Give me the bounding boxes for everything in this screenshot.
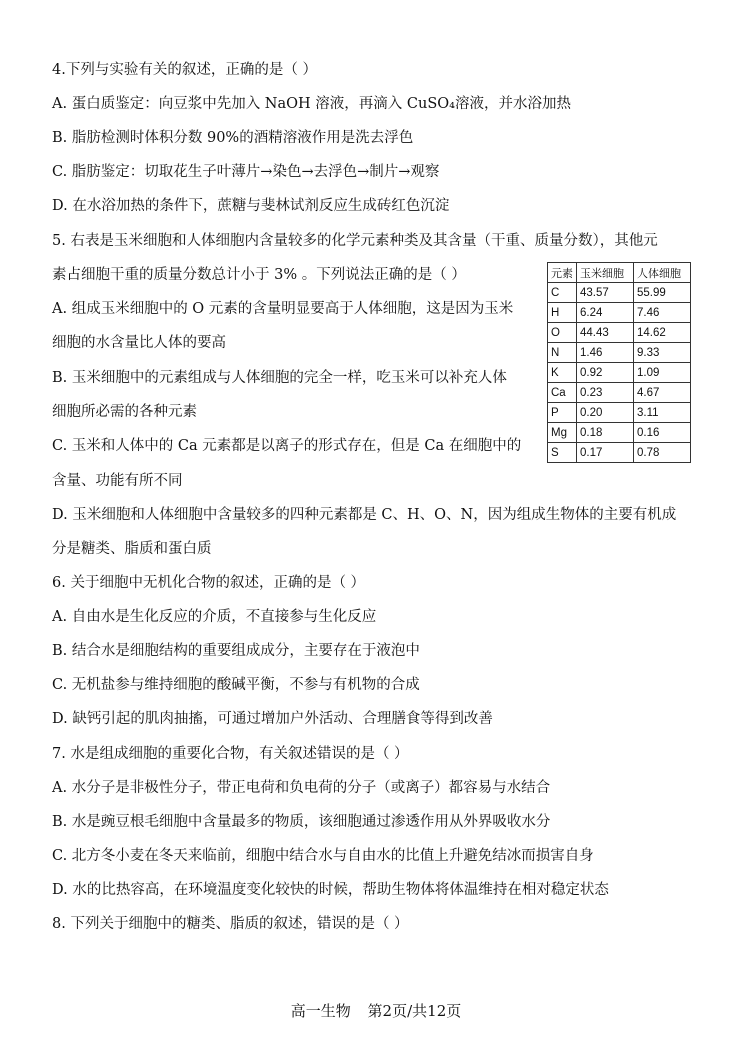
table-cell: K: [548, 363, 577, 383]
text-line-q4c: C. 脂肪鉴定：切取花生子叶薄片→染色→去浮色→制片→观察: [52, 164, 440, 180]
table-cell: S: [548, 443, 577, 463]
text-line-q7a: A. 水分子是非极性分子，带正电荷和负电荷的分子（或离子）都容易与水结合: [52, 780, 551, 796]
text-line-q5: 5. 右表是玉米细胞和人体细胞内含量较多的化学元素种类及其含量（干重、质量分数），其他元: [52, 233, 658, 249]
text-line-q5a1: A. 组成玉米细胞中的 O 元素的含量明显要高于人体细胞，这是因为玉米: [52, 301, 514, 317]
table-cell: 0.78: [634, 443, 691, 463]
text-line-q4b: B. 脂肪检测时体积分数 90%的酒精溶液作用是洗去浮色: [52, 130, 414, 146]
text-line-q6d: D. 缺钙引起的肌肉抽搐，可通过增加户外活动、合理膳食等得到改善: [52, 711, 493, 727]
table-cell: P: [548, 403, 577, 423]
table-header-human: 人体细胞: [634, 263, 691, 283]
table-cell: 0.23: [577, 383, 634, 403]
text-line-q5d1: D. 玉米细胞和人体细胞中含量较多的四种元素都是 C、H、O、N，因为组成生物体的主要有机成: [52, 507, 677, 523]
table-cell: N: [548, 343, 577, 363]
table-cell: Ca: [548, 383, 577, 403]
text-line-q6b: B. 结合水是细胞结构的重要组成成分，主要存在于液泡中: [52, 643, 420, 659]
table-row: [548, 363, 691, 383]
table-header-row: [548, 263, 691, 283]
table-row: [548, 443, 691, 463]
table-cell: 0.16: [634, 423, 691, 443]
table-header-corn: 玉米细胞: [577, 263, 634, 283]
text-line-q7c: C. 北方冬小麦在冬天来临前，细胞中结合水与自由水的比值上升避免结冰而损害自身: [52, 848, 594, 864]
table-row: [548, 403, 691, 423]
table-cell: 1.46: [577, 343, 634, 363]
text-line-q5c2: 含量、功能有所不同: [52, 473, 183, 489]
table-cell: 3.11: [634, 403, 691, 423]
table-cell: H: [548, 303, 577, 323]
table-cell: 0.17: [577, 443, 634, 463]
table-cell: 0.18: [577, 423, 634, 443]
text-line-q8: 8. 下列关于细胞中的糖类、脂质的叙述，错误的是（ ）: [52, 916, 409, 932]
text-line-q6: 6. 关于细胞中无机化合物的叙述，正确的是（ ）: [52, 575, 366, 591]
table-cell: 55.99: [634, 283, 691, 303]
table-row: [548, 383, 691, 403]
table-cell: 6.24: [577, 303, 634, 323]
text-line-q5b2: 细胞所必需的各种元素: [52, 404, 197, 420]
text-line-q5d2: 分是糖类、脂质和蛋白质: [52, 541, 212, 557]
table-cell: 9.33: [634, 343, 691, 363]
text-line-q6a: A. 自由水是生化反应的介质，不直接参与生化反应: [52, 609, 377, 625]
text-line-q5a2: 细胞的水含量比人体的要高: [52, 335, 226, 351]
table-row: [548, 323, 691, 343]
text-line-q4: 4.下列与实验有关的叙述，正确的是（ ）: [52, 62, 317, 78]
table-row: [548, 303, 691, 323]
text-line-q7: 7. 水是组成细胞的重要化合物，有关叙述错误的是（ ）: [52, 746, 409, 762]
table-cell: 0.92: [577, 363, 634, 383]
element-content-table: [547, 262, 691, 463]
text-line-q7b: B. 水是豌豆根毛细胞中含量最多的物质，该细胞通过渗透作用从外界吸收水分: [52, 814, 551, 830]
text-line-q5b1: B. 玉米细胞中的元素组成与人体细胞的完全一样，吃玉米可以补充人体: [52, 370, 507, 386]
text-line-q5b: 素占细胞干重的质量分数总计小于 3% 。下列说法正确的是（ ）: [52, 267, 466, 283]
table-cell: 44.43: [577, 323, 634, 343]
table-row: [548, 343, 691, 363]
table-row: [548, 423, 691, 443]
table-cell: C: [548, 283, 577, 303]
footer-subject: 高一生物: [290, 1002, 351, 1020]
table-cell: 4.67: [634, 383, 691, 403]
table-cell: 14.62: [634, 323, 691, 343]
footer-page-number: 第2页/共12页: [367, 1002, 462, 1020]
table-cell: 7.46: [634, 303, 691, 323]
table-row: [548, 283, 691, 303]
text-line-q4a: A. 蛋白质鉴定：向豆浆中先加入 NaOH 溶液，再滴入 CuSO₄溶液，并水浴加热: [52, 96, 571, 112]
text-line-q7d: D. 水的比热容高，在环境温度变化较快的时候，帮助生物体将体温维持在相对稳定状态: [52, 882, 609, 898]
page-footer: [0, 1000, 752, 1021]
table-cell: 1.09: [634, 363, 691, 383]
table-cell: Mg: [548, 423, 577, 443]
table-cell: O: [548, 323, 577, 343]
text-line-q6c: C. 无机盐参与维持细胞的酸碱平衡，不参与有机物的合成: [52, 677, 420, 693]
table-cell: 43.57: [577, 283, 634, 303]
table-header-element: 元素: [548, 263, 577, 283]
text-line-q5c1: C. 玉米和人体中的 Ca 元素都是以离子的形式存在，但是 Ca 在细胞中的: [52, 438, 522, 454]
text-line-q4d: D. 在水浴加热的条件下，蔗糖与斐林试剂反应生成砖红色沉淀: [52, 198, 450, 214]
table-cell: 0.20: [577, 403, 634, 423]
